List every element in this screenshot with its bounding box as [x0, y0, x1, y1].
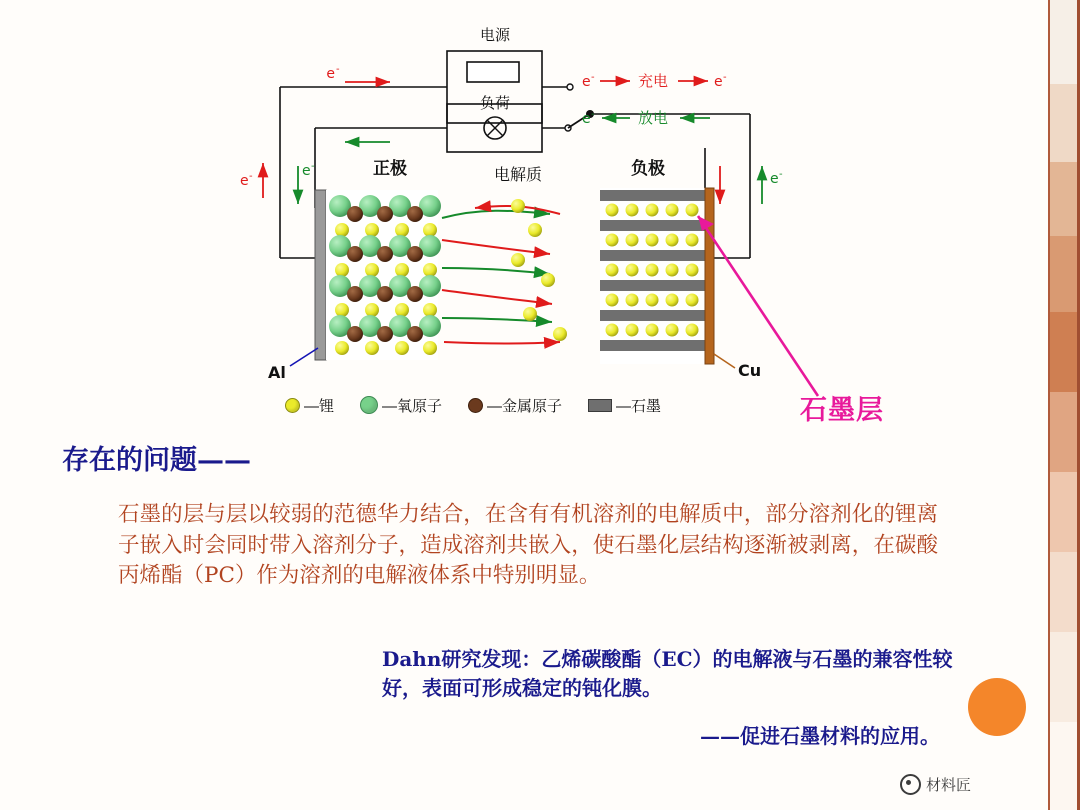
- svg-text:电源: 电源: [479, 26, 511, 44]
- graphite-layer-callout: 石墨层: [800, 395, 884, 426]
- svg-text:负极: 负极: [631, 159, 665, 179]
- legend-item-graphite: [588, 395, 661, 416]
- lithium-icon: [285, 398, 300, 413]
- svg-text:Al: Al: [268, 363, 286, 382]
- watermark-text: 材料匠: [926, 776, 972, 794]
- legend-label-oxygen-atom: —氧原子: [382, 397, 443, 415]
- svg-text:e: e: [582, 111, 591, 127]
- section-heading: 存在的问题——: [62, 445, 251, 476]
- edge-bar-4: [1048, 236, 1080, 312]
- svg-text:-: -: [591, 72, 595, 83]
- watermark: [900, 774, 971, 795]
- oxygen-atom-icon: [360, 396, 378, 414]
- svg-text:放电: 放电: [638, 109, 669, 127]
- edge-bar-6: [1048, 392, 1080, 472]
- edge-bar-8: [1048, 552, 1080, 632]
- edge-bar-5: [1048, 312, 1080, 392]
- edge-bar-3: [1048, 162, 1080, 236]
- svg-text:负荷: 负荷: [479, 94, 511, 112]
- decorative-orange-circle: [968, 678, 1026, 736]
- legend-item-lithium: [285, 395, 334, 416]
- svg-text:e: e: [240, 173, 249, 189]
- edge-bar-7: [1048, 472, 1080, 552]
- legend-label-metal-atom: —金属原子: [487, 397, 563, 415]
- conclusion-text: ——促进石墨材料的应用。: [700, 724, 940, 748]
- battery-schematic-diagram: [230, 18, 870, 438]
- dahn-finding-paragraph: Dahn研究发现：乙烯碳酸酯（EC）的电解液与石墨的兼容性较好，表面可形成稳定的钝化膜。: [382, 647, 953, 700]
- legend-item-metal-atom: [468, 395, 562, 416]
- decorative-edge-bars: [1048, 0, 1080, 810]
- edge-bar-10: [1048, 722, 1080, 810]
- svg-text:e: e: [326, 66, 335, 82]
- svg-text:-: -: [779, 169, 783, 180]
- body-paragraph: 石墨的层与层以较弱的范德华力结合，在含有有机溶剂的电解质中，部分溶剂化的锂离子嵌入时会同时带入溶剂分子，造成溶剂共嵌入，使石墨化层结构逐渐被剥离，在碳酸丙烯酯（PC）作为溶剂的电解液体系中特别明显。: [118, 502, 938, 589]
- diagram-legend: [285, 392, 785, 418]
- legend-label-graphite: —石墨: [616, 397, 662, 415]
- legend-label-lithium: —锂: [304, 397, 335, 415]
- svg-text:Cu: Cu: [738, 361, 762, 380]
- edge-bar-9: [1048, 632, 1080, 722]
- svg-text:-: -: [311, 161, 315, 172]
- edge-divider-line-inner: [1048, 0, 1050, 810]
- legend-item-oxygen-atom: [360, 395, 442, 416]
- watermark-logo-icon: [900, 774, 921, 795]
- svg-text:-: -: [249, 171, 253, 182]
- edge-bar-1: [1048, 0, 1080, 84]
- svg-text:e: e: [302, 163, 311, 179]
- svg-text:-: -: [336, 64, 340, 75]
- svg-text:e: e: [770, 171, 779, 187]
- svg-text:正极: 正极: [373, 159, 407, 179]
- edge-bar-2: [1048, 84, 1080, 162]
- metal-atom-icon: [468, 398, 483, 413]
- svg-text:e: e: [714, 74, 723, 90]
- svg-text:充电: 充电: [638, 72, 669, 90]
- svg-text:e: e: [582, 74, 591, 90]
- graphite-icon: [588, 399, 612, 412]
- svg-text:-: -: [591, 109, 595, 120]
- svg-text:-: -: [723, 72, 727, 83]
- svg-text:电解质: 电解质: [493, 165, 543, 184]
